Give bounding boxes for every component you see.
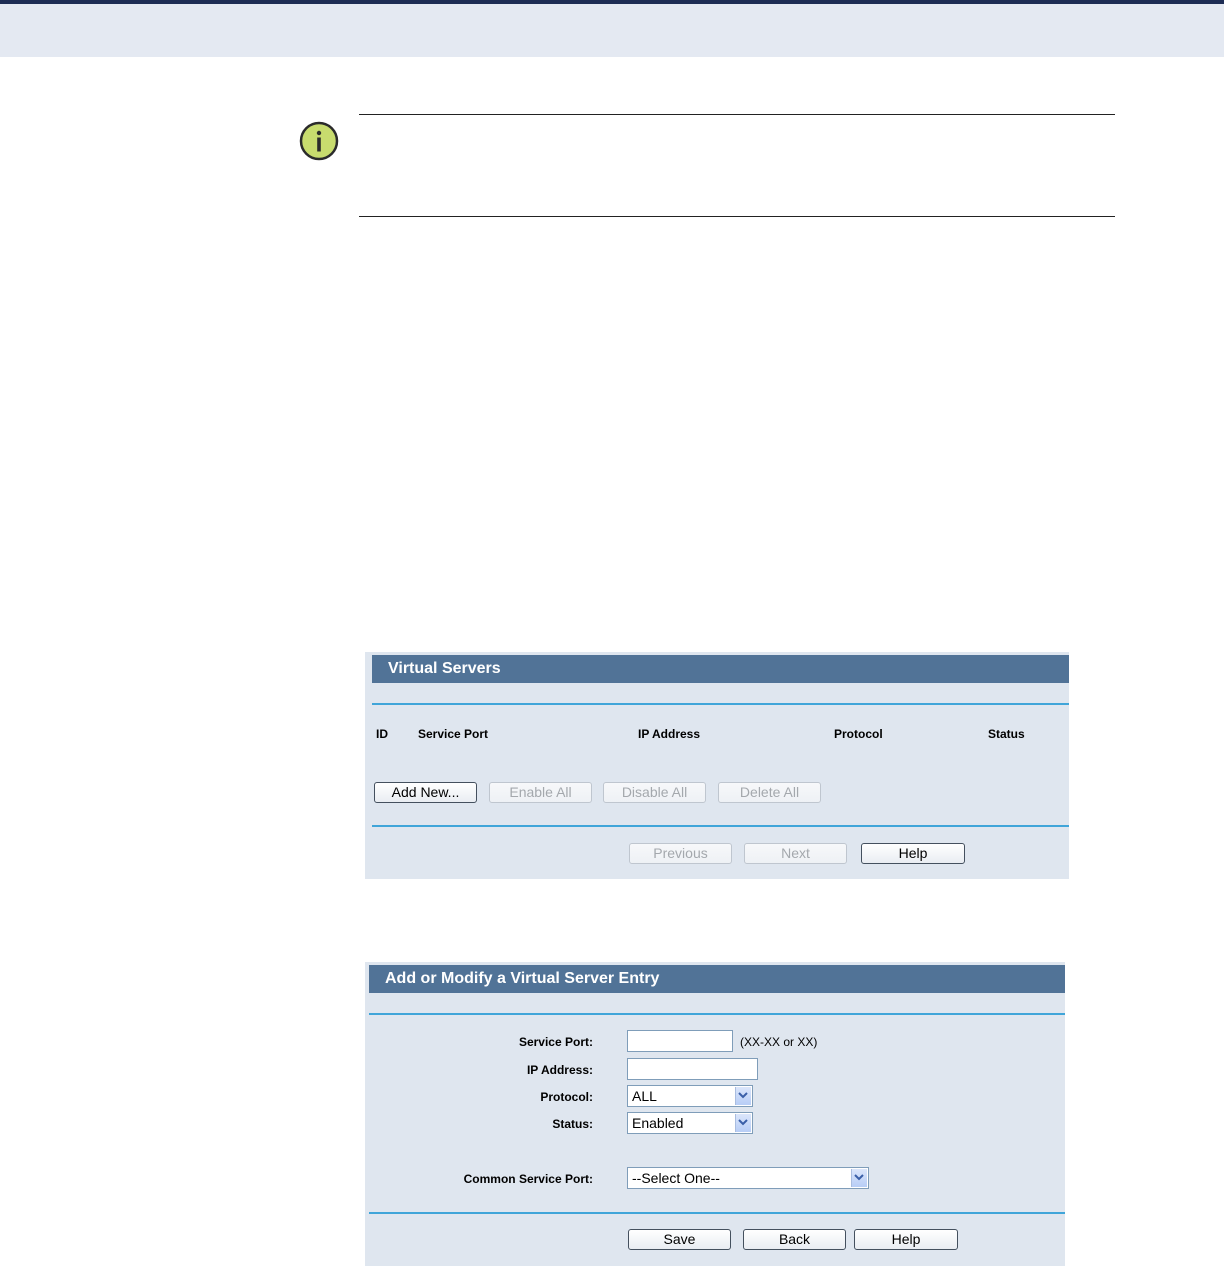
virtual-servers-panel: [365, 652, 1069, 879]
service-port-hint: (XX-XX or XX): [740, 1035, 818, 1049]
virtual-servers-title: Virtual Servers: [372, 655, 1069, 683]
chevron-down-icon[interactable]: [851, 1169, 867, 1187]
note-bottom-rule: [359, 216, 1115, 217]
ip-address-input[interactable]: [627, 1058, 758, 1080]
add-new-button[interactable]: Add New...: [374, 782, 477, 803]
ip-address-label: IP Address:: [526, 1063, 593, 1077]
separator: [372, 703, 1069, 705]
save-button[interactable]: Save: [628, 1229, 731, 1250]
help-button[interactable]: Help: [861, 843, 965, 864]
col-id: ID: [376, 727, 388, 741]
protocol-select[interactable]: [627, 1085, 753, 1107]
entry-form-title: Add or Modify a Virtual Server Entry: [369, 965, 1065, 993]
virtual-server-entry-panel: [365, 962, 1065, 1266]
col-protocol: Protocol: [834, 727, 883, 741]
enable-all-button[interactable]: Enable All: [489, 782, 592, 803]
col-service-port: Service Port: [418, 727, 489, 741]
common-service-port-select[interactable]: [627, 1167, 869, 1189]
back-button[interactable]: Back: [743, 1229, 846, 1250]
previous-button[interactable]: Previous: [629, 843, 732, 864]
next-button[interactable]: Next: [744, 843, 847, 864]
status-select[interactable]: [627, 1112, 753, 1134]
chevron-down-icon[interactable]: [735, 1114, 751, 1132]
info-icon: [299, 121, 339, 161]
page-header-bar: [0, 0, 1224, 57]
note-top-rule: [359, 114, 1115, 115]
help-button[interactable]: Help: [854, 1229, 958, 1250]
common-service-port-selected-value: --Select One--: [632, 1170, 720, 1186]
protocol-label: Protocol:: [540, 1090, 593, 1104]
col-ip-address: IP Address: [638, 727, 701, 741]
col-status: Status: [988, 727, 1025, 741]
protocol-selected-value: ALL: [632, 1088, 657, 1104]
service-port-label: Service Port:: [518, 1035, 593, 1049]
chevron-down-icon[interactable]: [735, 1087, 751, 1105]
separator: [372, 825, 1069, 827]
common-service-port-label: Common Service Port:: [463, 1172, 593, 1186]
status-selected-value: Enabled: [632, 1115, 684, 1131]
service-port-input[interactable]: [627, 1030, 733, 1052]
status-label: Status:: [552, 1117, 593, 1131]
separator: [369, 1212, 1065, 1214]
delete-all-button[interactable]: Delete All: [718, 782, 821, 803]
separator: [369, 1013, 1065, 1015]
disable-all-button[interactable]: Disable All: [603, 782, 706, 803]
